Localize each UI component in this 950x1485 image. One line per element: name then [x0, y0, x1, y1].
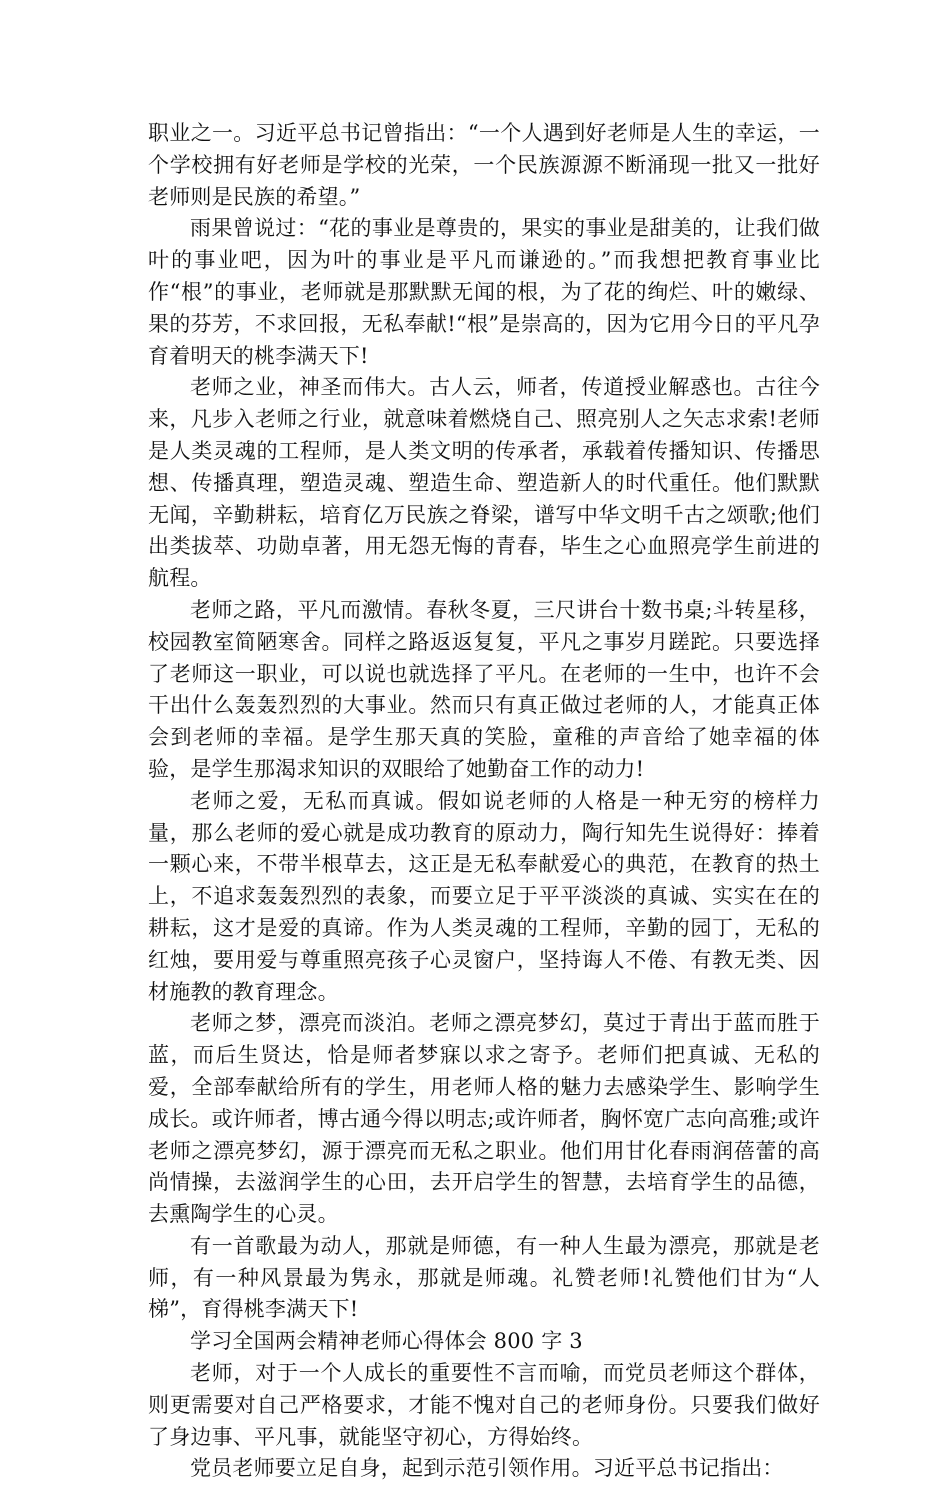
paragraph-party-teachers-example: 党员老师要立足自身，起到示范引领作用。习近平总书记指出：: [190, 1456, 784, 1481]
paragraph-teacher-path: 老师之路，平凡而激情。春秋冬夏，三尺讲台十数书桌;斗转星移，校园教室简陋寒舍。同样之路返返复复，平凡之事岁月蹉跎。只要选择了老师这一职业，可以说也就选择了平凡。在老师的一生中，也许不会干出什么轰轰烈烈的大事业。然而只有真正做过老师的人，才能真正体会到老师的幸福。是学生那天真的笑脸，童稚的声音给了她幸福的体验，是学生那渴求知识的双眼给了她勤奋工作的动力!: [148, 597, 820, 781]
paragraph-teacher-dream: 老师之梦，漂亮而淡泊。老师之漂亮梦幻，莫过于青出于蓝而胜于蓝，而后生贤达，恰是师者梦寐以求之寄予。老师们把真诚、无私的爱，全部奉献给所有的学生，用老师人格的魅力去感染学生、影响学生成长。或许师者，博古通今得以明志;或许师者，胸怀宽广志向高雅;或许老师之漂亮梦幻，源于漂亮而无私之职业。他们用甘化春雨润蓓蕾的高尚情操，去滋润学生的心田，去开启学生的智慧，去培育学生的品德，去熏陶学生的心灵。: [148, 1011, 820, 1227]
paragraph-hugo-quote: 雨果曾说过：“花的事业是尊贵的，果实的事业是甜美的，让我们做叶的事业吧，因为叶的事业是平凡而谦逊的。”而我想把教育事业比作“根”的事业，老师就是那默默无闻的根，为了花的绚烂、叶的嫩绿、果的芬芳，不求回报，无私奉献!“根”是崇高的，因为它用今日的平凡孕育着明天的桃李满天下!: [148, 216, 820, 368]
paragraph-party-teachers: 老师，对于一个人成长的重要性不言而喻，而党员老师这个群体，则更需要对自己严格要求，才能不愧对自己的老师身份。只要我们做好了身边事、平凡事，就能坚守初心，方得始终。: [148, 1361, 820, 1449]
paragraph-intro-quote: 职业之一。习近平总书记曾指出：“一个人遇到好老师是人生的幸运，一个学校拥有好老师是学校的光荣，一个民族源源不断涌现一批又一批好老师则是民族的希望。”: [148, 121, 820, 209]
paragraph-praise-teachers: 有一首歌最为动人，那就是师德，有一种人生最为漂亮，那就是老师，有一种风景最为隽永，那就是师魂。礼赞老师!礼赞他们甘为“人梯”，育得桃李满天下!: [148, 1233, 820, 1322]
section-heading: 学习全国两会精神老师心得体会 800 字 3: [190, 1329, 583, 1354]
paragraph-teacher-career: 老师之业，神圣而伟大。古人云，师者，传道授业解惑也。古往今来，凡步入老师之行业，就意味着燃烧自己、照亮别人之矢志求索!老师是人类灵魂的工程师，是人类文明的传承者，承载着传播知识、传播思想、传播真理，塑造灵魂、塑造生命、塑造新人的时代重任。他们默默无闻，辛勤耕耘，培育亿万民族之脊梁，谱写中华文明千古之颂歌;他们出类拔萃、功勋卓著，用无怨无悔的青春，毕生之心血照亮学生前进的航程。: [148, 375, 820, 591]
document-body: [148, 118, 820, 1485]
paragraph-teacher-love: 老师之爱，无私而真诚。假如说老师的人格是一种无穷的榜样力量，那么老师的爱心就是成功教育的原动力，陶行知先生说得好：捧着一颗心来，不带半根草去，这正是无私奉献爱心的典范，在教育的热土上，不追求轰轰烈烈的表象，而要立足于平平淡淡的真诚、实实在在的耕耘，这才是爱的真谛。作为人类灵魂的工程师，辛勤的园丁，无私的红烛，要用爱与尊重照亮孩子心灵窗户，坚持诲人不倦、有教无类、因材施教的教育理念。: [148, 788, 820, 1004]
